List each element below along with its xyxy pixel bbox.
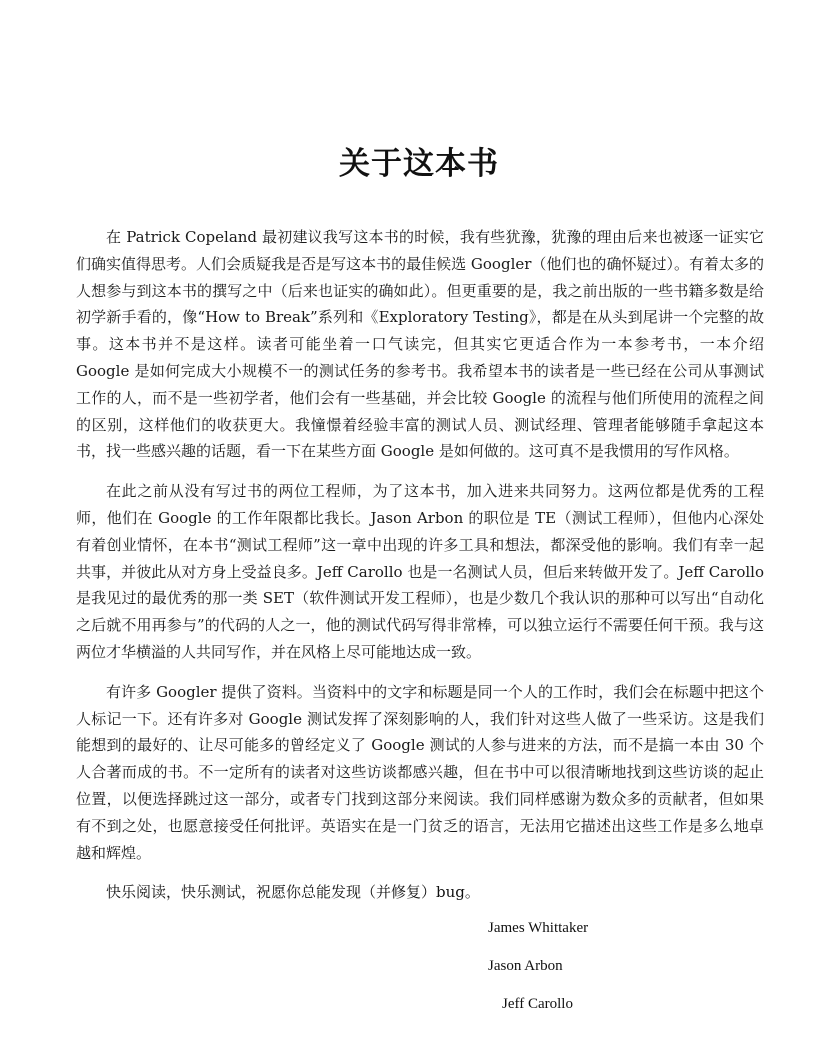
body-text — [76, 224, 764, 905]
author-name-3: Jeff Carollo — [502, 996, 573, 1012]
closing-line: 快乐阅读，快乐测试，祝愿你总能发现（并修复）bug。 — [106, 883, 480, 902]
author-name-1: James Whittaker — [488, 920, 589, 936]
author-name-2: Jason Arbon — [488, 958, 563, 974]
page-title: 关于这本书 — [339, 146, 499, 182]
paragraph-1: 在 Patrick Copeland 最初建议我写这本书的时候，我有些犹豫，犹豫的理由后来也被逐一证实它们确实值得思考。人们会质疑我是否是写这本书的最佳候选 Googler（他们也的确怀疑过）。有着太多的人想参与到这本书的撰写之中（后来也证实的确如此）。但更重要的是，我之前出版的一些书籍多数是给初学新手看的，像“How to Break”系列和《Exploratory Testing》，都是在从头到尾讲一个完整的故事。这本书并不是这样。读者可能坐着一口气读完，但其实它更适合作为一本参考书，一本介绍 Google 是如何完成大小规模不一的测试任务的参考书。我希望本书的读者是一些已经在公司从事测试工作的人，而不是一些初学者，他们会有一些基础，并会比较 Google 的流程与他们所使用的流程之间的区别，这样他们的收获更大。我憧憬着经验丰富的测试人员、测试经理、管理者能够随手拿起这本书，找一些感兴趣的话题，看一下在某些方面 Google 是如何做的。这可真不是我惯用的写作风格。 — [76, 228, 764, 461]
paragraph-3: 有许多 Googler 提供了资料。当资料中的文字和标题是同一个人的工作时，我们会在标题中把这个人标记一下。还有许多对 Google 测试发挥了深刻影响的人，我们针对这些人做了一些采访。这是我们能想到的最好的、让尽可能多的曾经定义了 Google 测试的人参与进来的方法，而不是搞一本由 30 个人合著而成的书。不一定所有的读者对这些访谈都感兴趣，但在书中可以很清晰地找到这些访谈的起止位置，以便选择跳过这一部分，或者专门找到这部分来阅读。我们同样感谢为数众多的贡献者，但如果有不到之处，也愿意接受任何批评。英语实在是一门贫乏的语言，无法用它描述出这些工作是多么地卓越和辉煌。 — [76, 682, 764, 862]
paragraph-2: 在此之前从没有写过书的两位工程师，为了这本书，加入进来共同努力。这两位都是优秀的工程师，他们在 Google 的工作年限都比我长。Jason Arbon 的职位是 TE（测试工程师），但他内心深处有着创业情怀，在本书“测试工程师”这一章中出现的许多工具和想法，都深受他的影响。我们有幸一起共事，并彼此从对方身上受益良多。Jeff Carollo 也是一名测试人员，但后来转做开发了。Jeff Carollo 是我见过的最优秀的那一类 SET（软件测试开发工程师），也是少数几个我认识的那种可以写出“自动化之后就不用再参与”的代码的人之一，他的测试代码写得非常棒，可以独立运行不需要任何干预。我与这两位才华横溢的人共同写作，并在风格上尽可能地达成一致。 — [76, 482, 764, 661]
author-signatures — [488, 918, 788, 1032]
